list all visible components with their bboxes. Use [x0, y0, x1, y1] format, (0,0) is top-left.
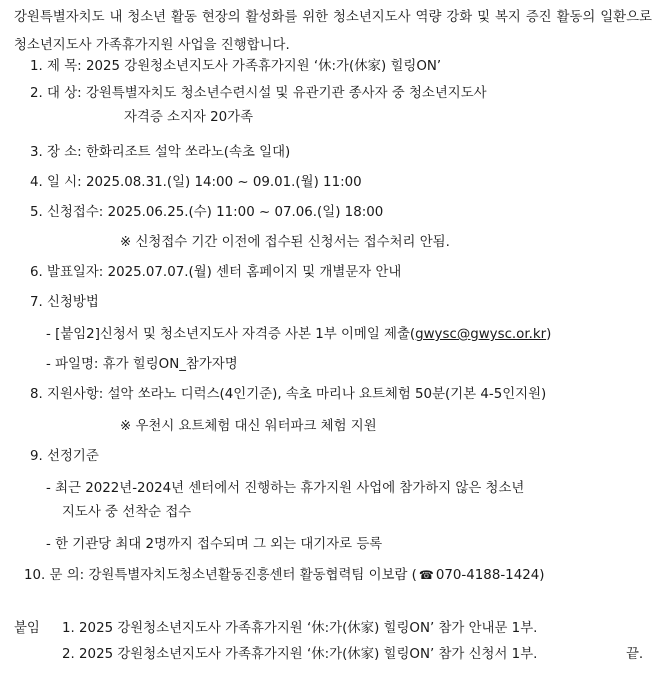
item-target-value: 강원특별자치도 청소년수련시설 및 유관기관 종사자 중 청소년지도사 — [85, 86, 487, 101]
item-contact-phone: 070-4188-1424 — [435, 568, 540, 583]
attachment-1: 1. 2025 강원청소년지도사 가족휴가지원 ‘休:가(休家) 힐링ON’ 참가 안내문 1부. — [62, 621, 538, 636]
email-link[interactable]: gwysc@gwysc.or.kr — [415, 327, 547, 342]
attachments-label: 붙임 — [14, 621, 40, 636]
item-announce — [30, 263, 401, 283]
item-criteria-line1-cont: 지도사 중 선착순 접수 — [62, 505, 192, 520]
method-line1-prefix: - [붙임2]신청서 및 청소년지도사 자격증 사본 1부 이메일 제출( — [46, 327, 416, 342]
item-support-value: 설악 쏘라노 디럭스(4인기준), 속초 마리나 요트체험 50분(기본 4-5인지원) — [107, 387, 547, 402]
item-place — [30, 143, 290, 163]
item-title — [30, 57, 441, 77]
item-support-note: ※ 우천시 요트체험 대신 워터파크 체험 지원 — [120, 419, 377, 434]
item-apply-period-label: 5. 신청접수: — [30, 205, 104, 220]
item-contact-label: 10. 문 의: — [24, 568, 85, 583]
item-support-label: 8. 지원사항: — [30, 387, 104, 402]
item-apply-period-note: ※ 신청접수 기간 이전에 접수된 신청서는 접수처리 안됨. — [120, 235, 450, 250]
end-mark: 끝. — [626, 647, 644, 662]
item-date-value: 2025.08.31.(일) 14:00 ~ 09.01.(월) 11:00 — [85, 175, 362, 190]
item-method-line2: - 파일명: 휴가 힐링ON_참가자명 — [46, 357, 238, 372]
item-title-value: 2025 강원청소년지도사 가족휴가지원 ‘休:가(休家) 힐링ON’ — [85, 59, 442, 74]
item-contact — [24, 565, 545, 586]
method-line1-suffix: ) — [546, 327, 552, 342]
item-target-label: 2. 대 상: — [30, 86, 82, 101]
item-apply-period — [30, 203, 383, 223]
item-target — [30, 84, 487, 104]
item-apply-period-value: 2025.06.25.(수) 11:00 ~ 07.06.(일) 18:00 — [107, 205, 384, 220]
item-date — [30, 173, 362, 193]
item-contact-suffix: ) — [539, 568, 545, 583]
item-place-label: 3. 장 소: — [30, 145, 82, 160]
item-contact-value: 강원특별자치도청소년활동진흥센터 활동협력팀 이보람 ( — [88, 568, 417, 583]
item-title-label: 1. 제 목: — [30, 59, 82, 74]
item-criteria-line2: - 한 기관당 최대 2명까지 접수되며 그 외는 대기자로 등록 — [46, 537, 383, 552]
item-announce-value: 2025.07.07.(월) 센터 홈페이지 및 개별문자 안내 — [107, 265, 402, 280]
item-place-value: 한화리조트 설악 쏘라노(속초 일대) — [85, 145, 291, 160]
item-criteria-line1: - 최근 2022년-2024년 센터에서 진행하는 휴가지원 사업에 참가하지 않은 청소년 — [46, 481, 525, 496]
item-support — [30, 385, 546, 405]
intro-paragraph: 강원특별자치도 내 청소년 활동 현장의 활성화를 위한 청소년지도사 역량 강화 및 복지 증진 활동의 일환으로 청소년지도사 가족휴가지원 사업을 진행합니다. — [14, 10, 652, 53]
item-date-label: 4. 일 시: — [30, 175, 82, 190]
phone-icon: ☎ — [418, 568, 434, 582]
attachment-2: 2. 2025 강원청소년지도사 가족휴가지원 ‘休:가(休家) 힐링ON’ 참가 신청서 1부. — [62, 647, 538, 662]
item-target-value-cont: 자격증 소지자 20가족 — [124, 110, 254, 125]
item-announce-label: 6. 발표일자: — [30, 265, 104, 280]
item-method-line1 — [46, 325, 551, 345]
item-method-label: 7. 신청방법 — [30, 295, 99, 310]
item-criteria-label: 9. 선정기준 — [30, 449, 99, 464]
